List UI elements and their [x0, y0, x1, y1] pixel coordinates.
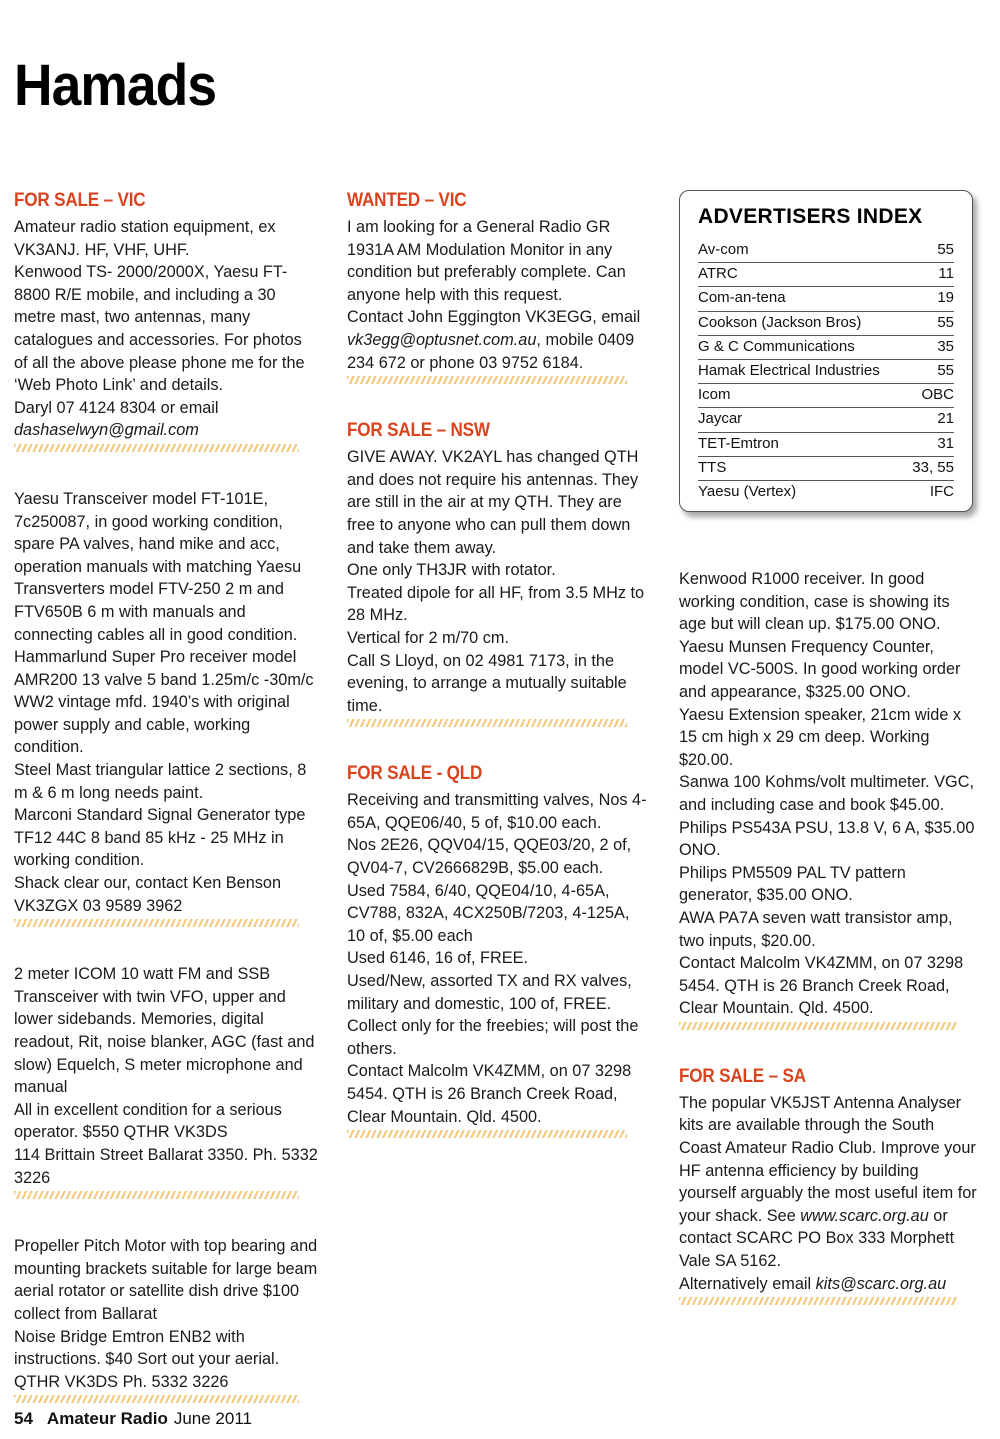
ad-text: Shack clear our, contact Ken Benson VK3ZGX 03 9589 3962 [14, 874, 281, 915]
section-heading-for-sale-qld: FOR SALE - QLD [347, 763, 483, 785]
section-heading-for-sale-sa: FOR SALE – SA [679, 1065, 806, 1087]
ad-text [679, 1273, 977, 1296]
classified-ad [679, 1092, 977, 1301]
email-link[interactable]: dashaselwyn@gmail.com [14, 421, 199, 440]
ad-text: Collect only for the freebies; will post the others. [347, 1017, 639, 1058]
ad-text: Contact Malcolm VK4ZMM, on 07 3298 5454. QTH is 26 Branch Creek Road, Clear Mountain. Qld. 4500. [347, 1062, 632, 1126]
advertiser-row [698, 481, 954, 505]
ad-text [347, 306, 647, 374]
advertiser-page: 31 [937, 434, 954, 452]
ad-text: Yaesu Munsen Frequency Counter, model VC-500S. In good working order and appearance, $325.00 ONO. [679, 637, 961, 701]
ad-text: AWA PA7A seven watt transistor amp, two inputs, $20.00. [679, 908, 953, 950]
ad-text: Nos 2E26, QQV04/15, QQE03/20, 2 of, QV04-7, CV2666829B, $5.00 each. [347, 836, 632, 878]
advertiser-name: Hamak Electrical Industries [698, 361, 880, 379]
advertisers-index-list [698, 239, 954, 505]
classified-ad [347, 216, 647, 380]
advertiser-name: TTS [698, 458, 727, 476]
section-heading-for-sale-nsw: FOR SALE – NSW [347, 420, 490, 442]
ad-text-part: , mobile 0409 234 672 or phone 03 9752 6184. [347, 330, 635, 372]
advertiser-page: 33, 55 [912, 458, 954, 476]
ad-text: Yaesu Extension speaker, 21cm wide x 15 cm high x 29 cm deep. Working $20.00. [679, 705, 962, 769]
ad-text: Philips PS543A PSU, 13.8 V, 6 A, $35.00 ONO. [679, 818, 975, 860]
website-link[interactable]: www.scarc.org.au [800, 1206, 929, 1225]
classified-ad [14, 963, 319, 1195]
ad-text: Used 6146, 16 of, FREE. [347, 949, 529, 968]
advertiser-row [698, 312, 954, 336]
ad-text-part: Contact John Eggington VK3EGG, email [347, 308, 641, 327]
page-title: Hamads [14, 53, 217, 118]
advertiser-row [698, 384, 954, 408]
email-link[interactable]: kits@scarc.org.au [815, 1274, 947, 1293]
advertisers-index [679, 190, 973, 512]
column-1 [14, 190, 319, 1439]
advertiser-page: 21 [937, 410, 954, 428]
ad-text: Call S Lloyd, on 02 4981 7173, in the evening, to arrange a mutually suitable time. [347, 651, 627, 715]
advertiser-row [698, 239, 954, 263]
advertiser-page: OBC [921, 386, 954, 404]
classified-ad [347, 446, 647, 723]
ad-text: Yaesu Transceiver model FT-101E, 7c250087, in good working condition, spare PA valves, hand mike and acc, operation manuals with matching Yaesu Transverters model FTV-250 2 m and FTV650B 6 m with manuals and connecting cables all in good condition. [14, 489, 302, 644]
classified-ad [679, 568, 977, 1026]
column-3 [679, 568, 977, 1341]
advertiser-page: 11 [938, 265, 954, 283]
advertiser-name: G & C Communications [698, 337, 855, 355]
ad-text: Treated dipole for all HF, from 3.5 MHz to 28 MHz. [347, 583, 645, 625]
ad-text: Used/New, assorted TX and RX valves, military and domestic, 100 of, FREE. [347, 972, 632, 1013]
ad-text: GIVE AWAY. VK2AYL has changed QTH and does not require his antennas. They are still in the air at my QTH. They are free to anyone who can pull them down and take them away. [347, 448, 639, 557]
ad-text: 114 Brittain Street Ballarat 3350. Ph. 5332 3226 [14, 1145, 318, 1187]
ad-text-part: or contact SCARC PO Box 333 Morphett Vale SA 5162. [679, 1206, 955, 1271]
ad-text-part: The popular VK5JST Antenna Analyser kits are available through the South Coast Amateur Radio Club. Improve your HF antenna efficiency by building yourself arguably the most useful item for your shack. See [679, 1093, 977, 1225]
advertiser-page: 55 [937, 313, 954, 331]
advertiser-page: 55 [937, 241, 954, 258]
section-heading-for-sale-vic: FOR SALE – VIC [14, 190, 146, 211]
classified-ad [347, 789, 647, 1134]
classified-ad [14, 488, 319, 923]
column-2 [347, 190, 647, 1174]
advertiser-row [698, 360, 954, 384]
ad-text: Propeller Pitch Motor with top bearing and mounting brackets suitable for large beam aerial rotator or satellite dish drive $100 collect from Ballarat [14, 1237, 318, 1323]
advertiser-page: IFC [929, 482, 954, 500]
ad-text-part: Alternatively email [679, 1274, 812, 1293]
ad-text: Marconi Standard Signal Generator type TF12 44C 8 band 85 kHz - 25 MHz in working condition. [14, 806, 306, 870]
ad-text: QTHR VK3DS Ph. 5332 3226 [14, 1372, 229, 1391]
ad-text: One only TH3JR with rotator. [347, 561, 556, 580]
ad-text: Contact Malcolm VK4ZMM, on 07 3298 5454. QTH is 26 Branch Creek Road, Clear Mountain. Qld. 4500. [679, 954, 964, 1018]
advertiser-row [698, 408, 954, 432]
ad-text: 2 meter ICOM 10 watt FM and SSB Transceiver with twin VFO, upper and lower sidebands. Memories, digital readout, Rit, noise blanker, AGC (fast and slow) Equelch, S meter microphone and manual [14, 965, 315, 1097]
advertiser-row [698, 336, 954, 360]
classified-ad [14, 1235, 319, 1399]
issue-date: June 2011 [173, 1409, 252, 1428]
ad-text: Noise Bridge Emtron ENB2 with instructions. $40 Sort out your aerial. [14, 1327, 280, 1369]
ad-text: Kenwood TS- 2000/2000X, Yaesu FT-8800 R/E mobile, and including a 30 metre mast, two antennas, many catalogues and accessories. For photos of all the above please phone me for the ‘Web Photo Link’ and details. [14, 263, 305, 395]
advertiser-name: Com-an-tena [698, 289, 786, 307]
ad-text: Kenwood R1000 receiver. In good working condition, case is showing its age but will clean up. $175.00 ONO. [679, 570, 950, 634]
advertiser-name: Cookson (Jackson Bros) [698, 313, 862, 331]
advertiser-row [698, 287, 954, 311]
advertiser-name: Icom [698, 386, 731, 404]
magazine-name: Amateur Radio [46, 1409, 168, 1428]
advertiser-name: Yaesu (Vertex) [698, 482, 797, 500]
page-footer [14, 1409, 252, 1429]
ad-text: Hammarlund Super Pro receiver model AMR200 13 valve 5 band 1.25m/c -30m/c WW2 vintage mfd. 1940’s with original power supply and cable, working condition. [14, 648, 314, 757]
advertiser-row [698, 263, 954, 287]
ad-text: Daryl 07 4124 8304 or email [14, 398, 219, 417]
advertiser-name: Jaycar [698, 410, 743, 428]
ad-text: Used 7584, 6/40, QQE04/10, 4-65A, CV788, 832A, 4CX250B/7203, 4-125A, 10 of, $5.00 each [347, 881, 630, 945]
ad-text: Steel Mast triangular lattice 2 sections, 8 m & 6 m long needs paint. [14, 761, 307, 802]
email-link[interactable]: vk3egg@optusnet.com.au [347, 330, 537, 349]
ad-text: All in excellent condition for a serious operator. $550 QTHR VK3DS [14, 1100, 282, 1142]
ad-text: I am looking for a General Radio GR 1931A AM Modulation Monitor in any condition but preferably complete. Can anyone help with this request. [347, 218, 626, 304]
advertiser-name: Av-com [698, 241, 749, 258]
ad-text: Amateur radio station equipment, ex VK3ANJ. HF, VHF, UHF. [14, 218, 276, 259]
advertisers-index-title: ADVERTISERS INDEX [698, 205, 923, 228]
ad-text: Sanwa 100 Kohms/volt multimeter. VGC, and including case and book $45.00. [679, 773, 974, 814]
advertiser-name: TET-Emtron [698, 434, 779, 452]
advertiser-page: 35 [937, 337, 954, 355]
classified-ad [14, 216, 319, 448]
ad-text: Philips PM5509 PAL TV pattern generator, $35.00 ONO. [679, 863, 906, 905]
page-number: 54 [14, 1409, 33, 1428]
advertiser-page: 55 [937, 361, 954, 379]
advertiser-row [698, 433, 954, 457]
ad-text [679, 1092, 977, 1273]
ad-text: Receiving and transmitting valves, Nos 4-65A, QQE06/40, 5 of, $10.00 each. [347, 791, 647, 832]
advertiser-page: 19 [937, 289, 954, 307]
advertiser-name: ATRC [698, 265, 738, 283]
section-heading-wanted-vic: WANTED – VIC [347, 190, 467, 211]
ad-text: Vertical for 2 m/70 cm. [347, 628, 509, 647]
advertiser-row [698, 457, 954, 481]
